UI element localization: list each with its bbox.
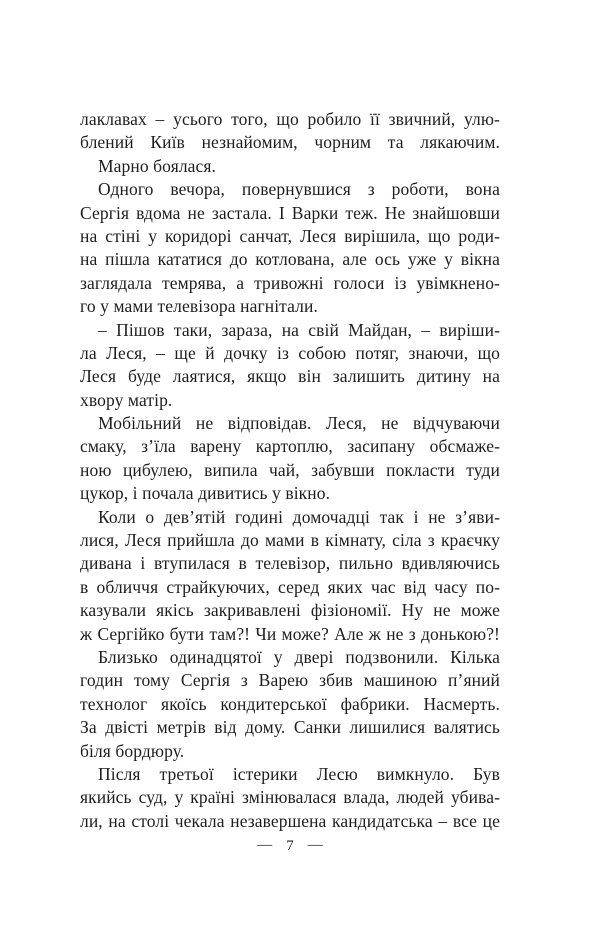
text-line: цукор, і почала дивитись у вікно.	[80, 483, 331, 504]
text-line: Леся буде лаятися, якщо він залишить дитину на	[80, 366, 500, 387]
text-line: якийсь суд, у країні змінювалася влада, людей убива-	[80, 787, 500, 808]
text-line: біля бордюру.	[80, 740, 185, 761]
text-line: блений Київ незнайомим, чорним та лякаючим.	[80, 132, 500, 153]
text-line: годин тому Сергія з Варею збив машиною п’яний	[80, 670, 500, 691]
text-line: ла Леся, – ще й дочку із собою потяг, знаючи, що	[80, 342, 500, 363]
text-line: на стіні у коридорі санчат, Леся вирішила, що роди-	[80, 225, 500, 246]
text-line: Мобільний не відповідав. Леся, не відчуваючи	[98, 413, 500, 434]
text-line: Після третьої істерики Лесю вимкнуло. Був	[98, 763, 500, 784]
page-number: 7	[286, 838, 294, 854]
footer-dash-right: —	[307, 837, 323, 853]
text-line: ж Сергійко бути там?! Чи може? Але ж не з донькою?!	[80, 623, 500, 644]
text-line: технолог якоїсь кондитерської фабрики. Насмерть.	[80, 693, 500, 714]
text-line: хвору матір.	[80, 389, 173, 410]
text-line: лаклавах – усього того, що робило її звичний, улю-	[80, 109, 500, 129]
text-line: Марно боялася.	[98, 155, 217, 176]
text-line: Сергія вдома не застала. І Варки теж. Не знайшовши	[80, 202, 500, 223]
text-line: заглядала темрява, а тривожні голоси із увімкнено-	[80, 272, 500, 293]
text-line: на пішла кататися до котлована, але ось уже у вікна	[80, 249, 500, 270]
text-line: Коли о дев’ятій годині домочадці так і не з’яви-	[98, 506, 500, 527]
text-line: казували якісь закривавлені фізіономії. Ну не може	[80, 600, 500, 621]
text-line: лися, Леся прийшла до мами в кімнату, сіла з краєчку	[80, 530, 500, 551]
text-line: дивана і втупилася в телевізор, пильно вдивляючись	[80, 553, 500, 574]
text-line: смаку, з’їла варену картоплю, засипану обсмаже-	[80, 436, 500, 457]
text-line: Одного вечора, повернувшися з роботи, вона	[98, 179, 500, 200]
text-line: За двісті метрів від дому. Санки лишилися валятись	[80, 717, 500, 738]
text-line: в обличчя страйкуючих, серед яких час від часу по-	[80, 576, 500, 597]
text-line: Близько одинадцятої у двері подзвонили. Кілька	[98, 646, 500, 667]
body-text	[80, 108, 500, 833]
text-line: ли, на столі чекала незавершена кандидатська – все це	[80, 810, 500, 831]
footer-dash-left: —	[257, 837, 273, 853]
text-line: – Пішов таки, зараза, на свій Майдан, – виріши-	[98, 319, 500, 340]
text-line: го у мами телевізора нагнітали.	[80, 296, 318, 317]
text-line: ною цибулею, випила чай, забувши покласти туди	[80, 459, 500, 480]
page-footer	[80, 836, 500, 856]
